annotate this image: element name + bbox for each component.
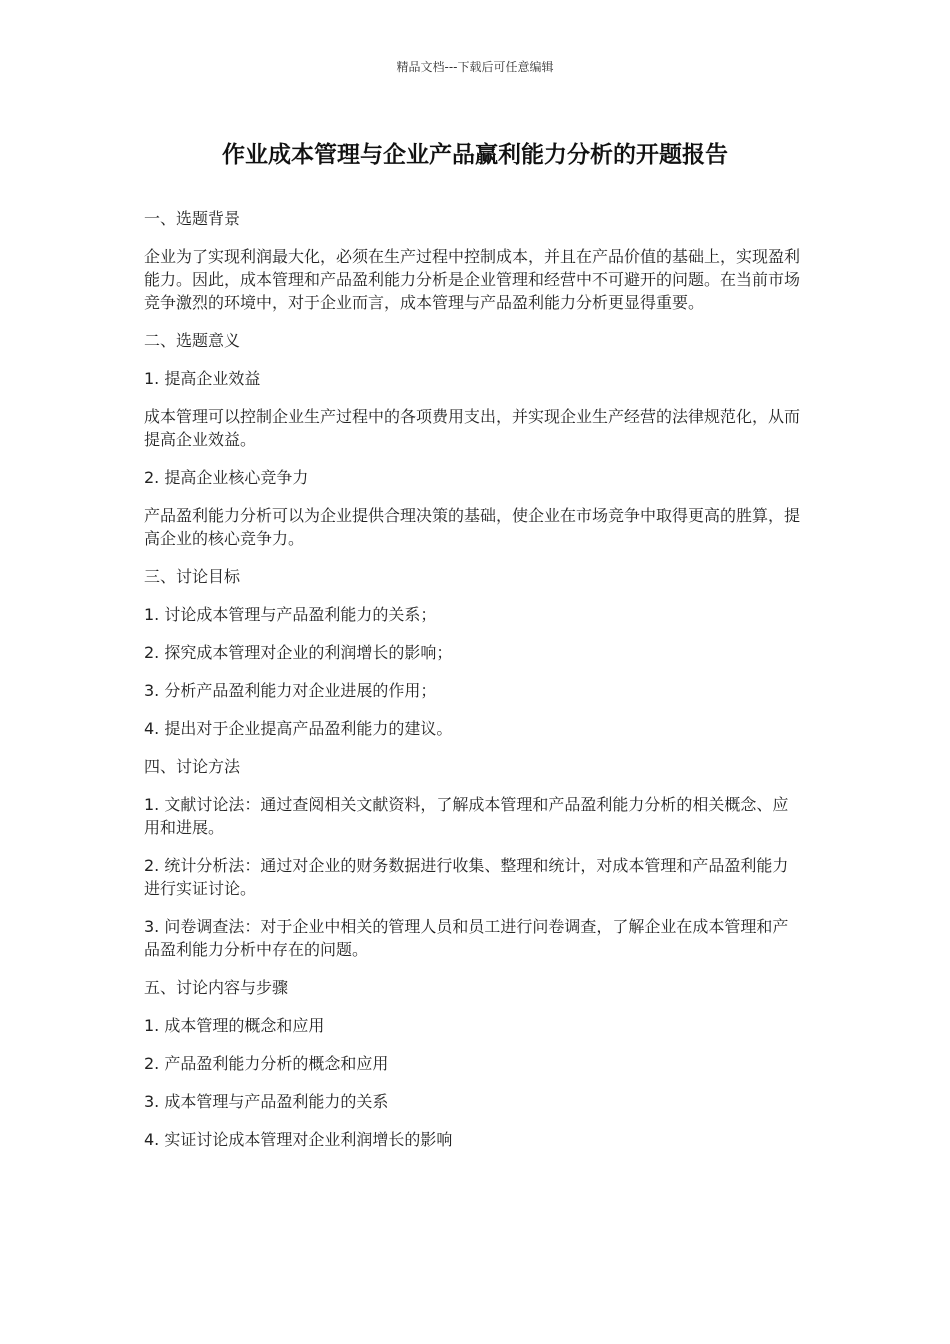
body-paragraph: 企业为了实现利润最大化，必须在生产过程中控制成本，并且在产品价值的基础上，实现盈利能力。因此，成本管理和产品盈利能力分析是企业管理和经营中不可避开的问题。在当前市场竞争激烈的环境中，对于企业而言，成本管理与产品盈利能力分析更显得重要。 [144,247,801,312]
list-item: 1. 成本管理的概念和应用 [144,1016,325,1035]
subheading: 2. 提高企业核心竞争力 [144,468,309,487]
section-heading-content-steps: 五、讨论内容与步骤 [144,978,289,997]
list-item: 3. 分析产品盈利能力对企业进展的作用； [144,681,437,700]
document-body [144,207,804,1166]
header-note: 精品文档---下载后可任意编辑 [396,60,554,74]
section-heading-significance: 二、选题意义 [144,331,241,350]
body-paragraph: 产品盈利能力分析可以为企业提供合理决策的基础，使企业在市场竞争中取得更高的胜算，提高企业的核心竞争力。 [144,506,801,548]
list-item: 2. 探究成本管理对企业的利润增长的影响； [144,643,453,662]
list-item: 3. 成本管理与产品盈利能力的关系 [144,1092,389,1111]
subheading: 1. 提高企业效益 [144,369,261,388]
list-item: 1. 文献讨论法：通过查阅相关文献资料，了解成本管理和产品盈利能力分析的相关概念、应用和进展。 [144,795,789,837]
list-item: 3. 问卷调查法：对于企业中相关的管理人员和员工进行问卷调查，了解企业在成本管理和产品盈利能力分析中存在的问题。 [144,917,789,959]
section-heading-methods: 四、讨论方法 [144,757,241,776]
section-heading-background: 一、选题背景 [144,209,241,228]
body-paragraph: 成本管理可以控制企业生产过程中的各项费用支出，并实现企业生产经营的法律规范化，从而提高企业效益。 [144,407,801,449]
list-item: 2. 统计分析法：通过对企业的财务数据进行收集、整理和统计，对成本管理和产品盈利能力进行实证讨论。 [144,856,789,898]
document-title: 作业成本管理与企业产品赢利能力分析的开题报告 [222,142,728,168]
list-item: 4. 实证讨论成本管理对企业利润增长的影响 [144,1130,453,1149]
list-item: 1. 讨论成本管理与产品盈利能力的关系； [144,605,437,624]
list-item: 2. 产品盈利能力分析的概念和应用 [144,1054,389,1073]
section-heading-goals: 三、讨论目标 [144,567,241,586]
list-item: 4. 提出对于企业提高产品盈利能力的建议。 [144,719,453,738]
